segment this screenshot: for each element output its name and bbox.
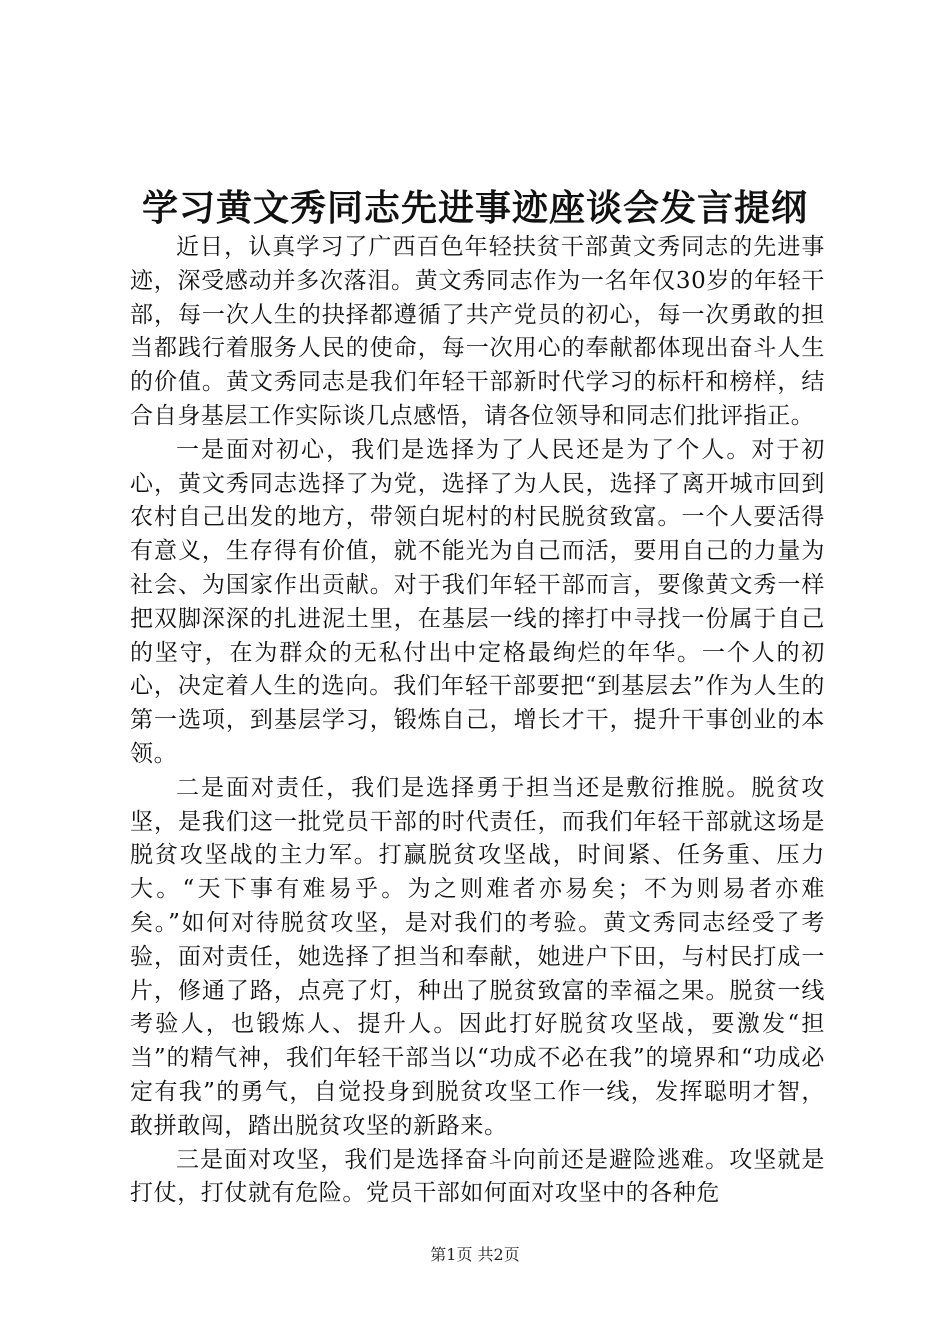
document-title: 学习黄文秀同志先进事迹座谈会发言提纲 — [141, 187, 808, 229]
paragraph: 一是面对初心，我们是选择为了人民还是为了个人。对于初心，黄文秀同志选择了为党，选择了为人民，选择了离开城市回到农村自己出发的地方，带领白坭村的村民脱贫致富。一个人要活得有意义，生存得有价值，就不能光为自己而活，要用自己的力量为社会、为国家作出贡献。对于我们年轻干部而言，要像黄文秀一样把双脚深深的扎进泥土里，在基层一线的摔打中寻找一份属于自己的坚守，在为群众的无私付出中定格最绚烂的年华。一个人的初心，决定着人生的选向。我们年轻干部要把“到基层去”作为人生的第一选项，到基层学习，锻炼自己，增长才干，提升干事创业的本领。 — [130, 436, 825, 767]
paragraph: 二是面对责任，我们是选择勇于担当还是敷衍推脱。脱贫攻坚，是我们这一批党员干部的时代责任，而我们年轻干部就这场是脱贫攻坚战的主力军。打赢脱贫攻坚战，时间紧、任务重、压力大。“天下事有难易乎。为之则难者亦易矣；不为则易者亦难矣。”如何对待脱贫攻坚，是对我们的考验。黄文秀同志经受了考验，面对责任，她选择了担当和奉献，她进户下田，与村民打成一片，修通了路，点亮了灯，种出了脱贫致富的幸福之果。脱贫一线考验人，也锻炼人、提升人。因此打好脱贫攻坚战，要激发“担当”的精气神，我们年轻干部当以“功成不必在我”的境界和“功成必定有我”的勇气，自觉投身到脱贫攻坚工作一线，发挥聪明才智，敢拼敢闯，踏出脱贫攻坚的新路来。 — [130, 774, 825, 1139]
paragraph: 三是面对攻坚，我们是选择奋斗向前还是避险逃难。攻坚就是打仗，打仗就有危险。党员干部如何面对攻坚中的各种危 — [130, 1146, 825, 1207]
paragraph: 近日，认真学习了广西百色年轻扶贫干部黄文秀同志的先进事迹，深受感动并多次落泪。黄文秀同志作为一名年仅30岁的年轻干部，每一次人生的抉择都遵循了共产党员的初心，每一次勇敢的担当都践行着服务人民的使命，每一次用心的奉献都体现出奋斗人生的价值。黄文秀同志是我们年轻干部新时代学习的标杆和榜样，结合自身基层工作实际谈几点感悟，请各位领导和同志们批评指正。 — [130, 234, 825, 429]
document-body — [130, 231, 825, 1211]
page-footer: 第1页 共2页 — [430, 1245, 520, 1264]
